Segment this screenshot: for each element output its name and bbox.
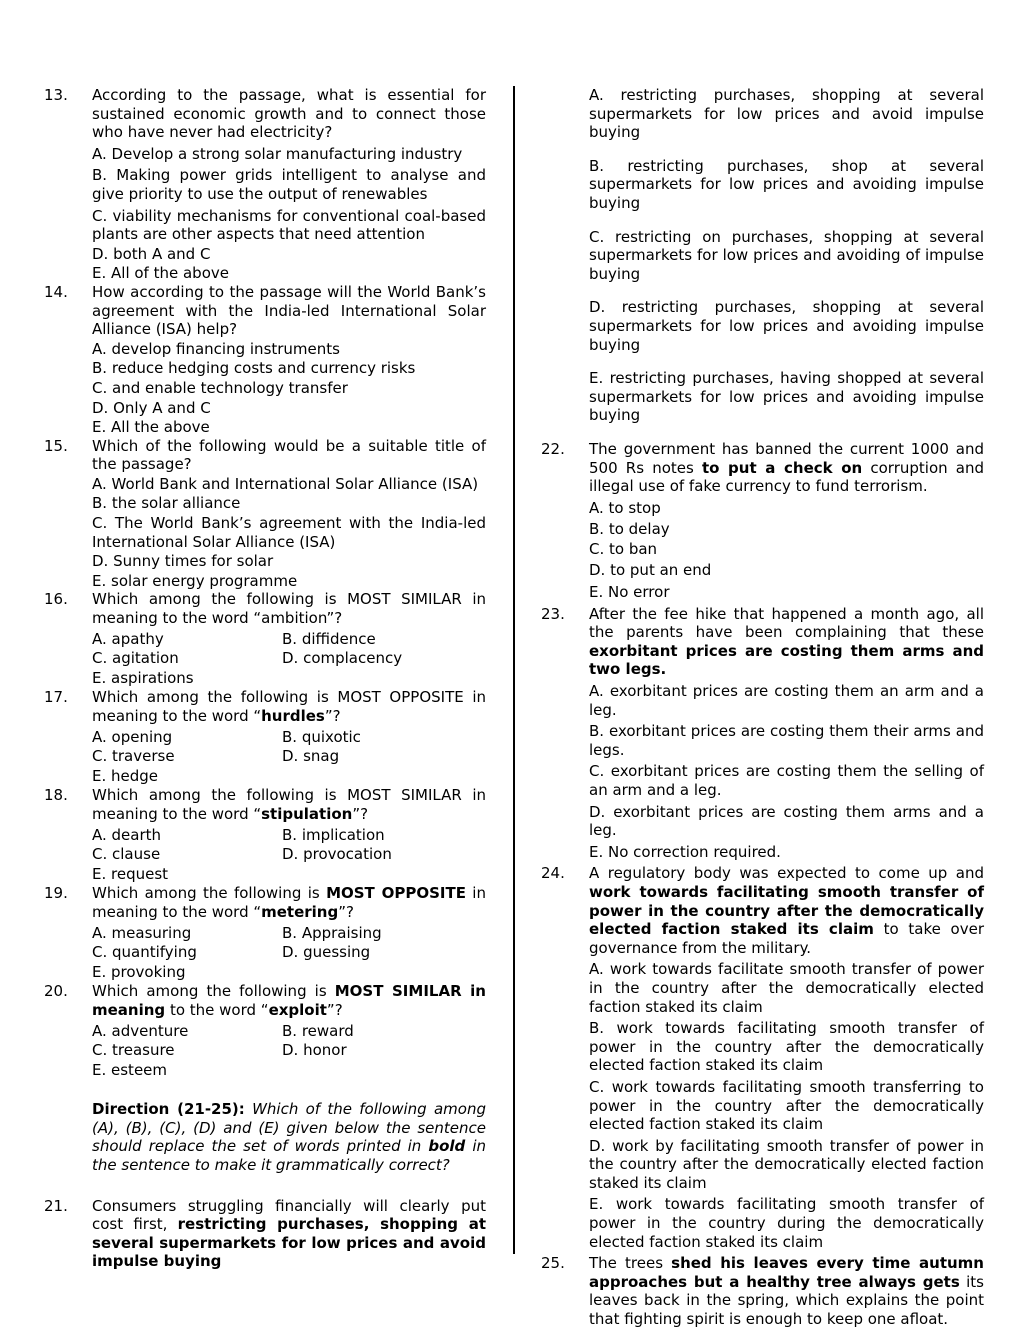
option-e[interactable]: E. All the above (92, 418, 210, 437)
option-e[interactable]: E. All of the above (92, 264, 229, 283)
question-number: 24. (541, 864, 565, 883)
option-c[interactable]: C. to ban (589, 539, 658, 558)
option-e[interactable]: E. provoking (92, 962, 186, 981)
question-text-start: Which among the following is MOST OPPOSITE in meaning to the word “ (92, 688, 486, 725)
options-grid (92, 728, 486, 787)
q21-option-a[interactable]: A. restricting purchases, shopping at several supermarkets for low prices and avoid impulse buying (589, 86, 984, 142)
option-b[interactable]: B. to delay (589, 520, 670, 539)
option-a[interactable]: A. measuring (92, 923, 192, 942)
option-d[interactable]: D. honor (282, 1041, 347, 1060)
question-text: Which among the following is MOST SIMILAR in meaning to the word “ambition”? (92, 590, 486, 628)
question-text: Which of the following would be a suitable title of the passage? (92, 436, 486, 474)
question-15 (44, 437, 486, 591)
bold-phrase: exorbitant prices are costing them arms and two legs. (589, 641, 984, 679)
question-text-start: Which among the following is (92, 982, 335, 1001)
question-text-start: The trees (589, 1254, 672, 1273)
question-text (92, 786, 486, 823)
option-e[interactable]: E. No correction required. (589, 842, 781, 861)
option-a[interactable]: A. apathy (92, 629, 164, 648)
question-number: 16. (44, 590, 68, 609)
question-21 (44, 1197, 486, 1271)
question-number: 14. (44, 282, 68, 301)
option-b[interactable]: B. the solar alliance (92, 494, 241, 513)
option-a[interactable]: A. exorbitant prices are costing them an arm and a leg. (589, 682, 984, 719)
question-17 (44, 688, 486, 786)
option-c[interactable]: C. The World Bank’s agreement with the India-led International Solar Alliance (ISA) (92, 514, 486, 551)
question-number: 20. (44, 982, 68, 1001)
option-d[interactable]: D. complacency (282, 649, 403, 668)
direction-label: Direction (21-25): (92, 1100, 245, 1119)
option-e[interactable]: E. work towards facilitating smooth transfer of power in the country during the democratically elected faction staked its claim (589, 1195, 984, 1251)
question-text (92, 688, 486, 725)
question-text-middle: in meaning to the word “ (92, 884, 486, 921)
question-text-end: ”? (326, 1000, 343, 1019)
option-e[interactable]: E. aspirations (92, 668, 194, 687)
question-14 (44, 283, 486, 437)
option-a[interactable]: A. World Bank and International Solar Alliance (ISA) (92, 474, 479, 493)
bold-phrase: restricting purchases, shopping at several supermarkets for low prices and avoid impulse buying (92, 1215, 486, 1271)
q21-option-e[interactable]: E. restricting purchases, having shopped at several supermarkets for low prices and avoiding impulse buying (589, 369, 984, 425)
question-number: 25. (541, 1254, 565, 1273)
option-b[interactable]: B. Making power grids intelligent to analyse and give priority to use the output of renewables (92, 166, 486, 203)
question-number: 21. (44, 1196, 68, 1215)
option-e[interactable]: E. solar energy programme (92, 571, 298, 590)
options-grid (92, 826, 486, 885)
option-b[interactable]: B. reduce hedging costs and currency risks (92, 359, 416, 378)
option-c[interactable]: C. exorbitant prices are costing them the selling of an arm and a leg. (589, 762, 984, 799)
option-e[interactable]: E. hedge (92, 766, 159, 785)
direction-body-end: in the sentence to make it grammatically correct? (92, 1137, 486, 1175)
option-a[interactable]: A. adventure (92, 1021, 189, 1040)
option-c[interactable]: C. and enable technology transfer (92, 378, 348, 397)
question-number: 13. (44, 86, 68, 104)
question-text-end: to take over governance from the military. (589, 920, 984, 957)
bold-phrase: to put a check on (701, 458, 863, 477)
question-text-start: Which among the following is (92, 884, 327, 903)
option-e[interactable]: E. esteem (92, 1060, 168, 1079)
option-d[interactable]: D. work by facilitating smooth transfer of power in the country after the democratically elected faction staked its claim (589, 1136, 984, 1192)
question-number: 19. (44, 884, 68, 903)
direction-body-start: Which of the following among (A), (B), (C), (D) and (E) given below the sentence should replace the set of words printed in (92, 1100, 486, 1156)
option-e[interactable]: E. request (92, 864, 169, 883)
option-c[interactable]: C. quantifying (92, 943, 197, 962)
question-text: According to the passage, what is essential for sustained economic growth and to connect those who have never had electricity? (92, 86, 486, 142)
question-text-start: Which among the following is MOST SIMILAR in meaning to the word “ (92, 786, 486, 823)
option-b[interactable]: B. Appraising (282, 923, 382, 942)
option-d[interactable]: D. Sunny times for solar (92, 552, 274, 571)
q21-option-b[interactable]: B. restricting purchases, shop at several supermarkets for low prices and avoiding impulse buying (589, 156, 984, 212)
column-divider (513, 86, 515, 1254)
question-text (92, 884, 486, 921)
target-word: stipulation (261, 804, 353, 823)
option-b[interactable]: B. work towards facilitating smooth transfer of power in the country after the democratically elected faction staked its claim (589, 1019, 984, 1075)
question-text-end: its leaves back in the spring, which explains the point that fighting spirit is enough to keep one afloat. (589, 1272, 984, 1329)
question-13 (44, 86, 486, 283)
question-text: How according to the passage will the World Bank’s agreement with the India-led International Solar Alliance (ISA) help? (92, 282, 486, 339)
question-number: 22. (541, 439, 565, 458)
option-d[interactable]: D. Only A and C (92, 398, 211, 417)
option-a[interactable]: A. Develop a strong solar manufacturing industry (92, 144, 463, 163)
question-text-start: The government has banned the current 1000 and 500 Rs notes (589, 439, 984, 477)
right-column (541, 86, 984, 1329)
question-text-end: ”? (324, 707, 341, 725)
option-a[interactable]: A. develop financing instruments (92, 339, 340, 358)
question-text-end: ”? (338, 902, 354, 921)
option-c[interactable]: C. viability mechanisms for conventional coal-based plants are other aspects that need attention (92, 206, 486, 244)
question-text-middle: to the word “ (165, 1000, 269, 1019)
target-word: hurdles (261, 707, 325, 725)
option-a[interactable]: A. opening (92, 727, 173, 746)
q21-option-c[interactable]: C. restricting on purchases, shopping at several supermarkets for low prices and avoiding of impulse buying (589, 227, 984, 283)
options-grid (92, 1022, 486, 1081)
option-d[interactable]: D. to put an end (589, 561, 712, 580)
option-c[interactable]: C. work towards facilitating smooth transferring to power in the country after the democratically elected faction staked its claim (589, 1077, 984, 1134)
option-a[interactable]: A. dearth (92, 825, 162, 844)
direction-bold-word: bold (428, 1137, 466, 1156)
question-22 (541, 440, 984, 602)
emphasis-text: MOST OPPOSITE (326, 884, 466, 903)
target-word: metering (261, 902, 339, 921)
q21-option-d[interactable]: D. restricting purchases, shopping at several supermarkets for low prices and avoiding impulse buying (589, 298, 984, 354)
option-b[interactable]: B. implication (282, 825, 385, 844)
options-grid (92, 924, 486, 983)
option-d[interactable]: D. guessing (282, 943, 371, 962)
question-24 (541, 864, 984, 1251)
emphasis-text: MOST SIMILAR in meaning (92, 982, 486, 1019)
option-c[interactable]: C. treasure (92, 1041, 175, 1060)
question-text-start: Consumers struggling financially will clearly put cost first, (92, 1196, 486, 1234)
option-c[interactable]: C. traverse (92, 747, 175, 766)
option-b[interactable]: B. reward (282, 1021, 354, 1040)
question-16 (44, 590, 486, 688)
bold-phrase: shed his leaves every time autumn approaches but a healthy tree always gets (589, 1254, 984, 1291)
question-text (589, 605, 984, 679)
question-number: 15. (44, 436, 68, 455)
option-d[interactable]: D. exorbitant prices are costing them arms and a leg. (589, 802, 984, 840)
option-d[interactable]: D. provocation (282, 845, 392, 864)
question-text (589, 1254, 984, 1328)
option-c[interactable]: C. clause (92, 845, 161, 864)
question-23 (541, 605, 984, 862)
target-word: exploit (268, 1000, 327, 1019)
question-text-end: corruption and illegal use of fake currency to fund terrorism. (589, 458, 985, 496)
question-text (92, 982, 486, 1019)
question-19 (44, 884, 486, 982)
question-text (589, 440, 984, 496)
question-20 (44, 982, 486, 1080)
question-text (92, 1197, 486, 1271)
option-d[interactable]: D. snag (282, 747, 340, 766)
left-column (44, 86, 486, 1271)
question-text-start: After the fee hike that happened a month ago, all the parents have been complaining that these (589, 604, 984, 642)
option-a[interactable]: A. to stop (589, 498, 661, 517)
options-grid (92, 630, 486, 689)
question-25 (541, 1254, 984, 1328)
question-number: 23. (541, 604, 565, 623)
question-text-end: ”? (352, 804, 369, 823)
question-number: 18. (44, 786, 68, 805)
question-number: 17. (44, 688, 68, 707)
option-c[interactable]: C. agitation (92, 649, 179, 668)
option-b[interactable]: B. quixotic (282, 727, 361, 746)
direction-text (92, 1100, 486, 1174)
option-a[interactable]: A. work towards facilitate smooth transfer of power in the country after the democratically elected faction staked its claim (589, 960, 984, 1016)
option-b[interactable]: B. diffidence (282, 629, 376, 648)
question-text (589, 864, 984, 957)
bold-phrase: work towards facilitating smooth transfer of power in the country after the democratically elected faction staked its claim (589, 882, 984, 939)
option-e[interactable]: E. No error (589, 583, 670, 602)
option-b[interactable]: B. exorbitant prices are costing them their arms and legs. (589, 722, 984, 759)
option-d[interactable]: D. both A and C (92, 244, 211, 263)
question-18 (44, 786, 486, 884)
question-text-start: A regulatory body was expected to come up and (589, 864, 984, 883)
